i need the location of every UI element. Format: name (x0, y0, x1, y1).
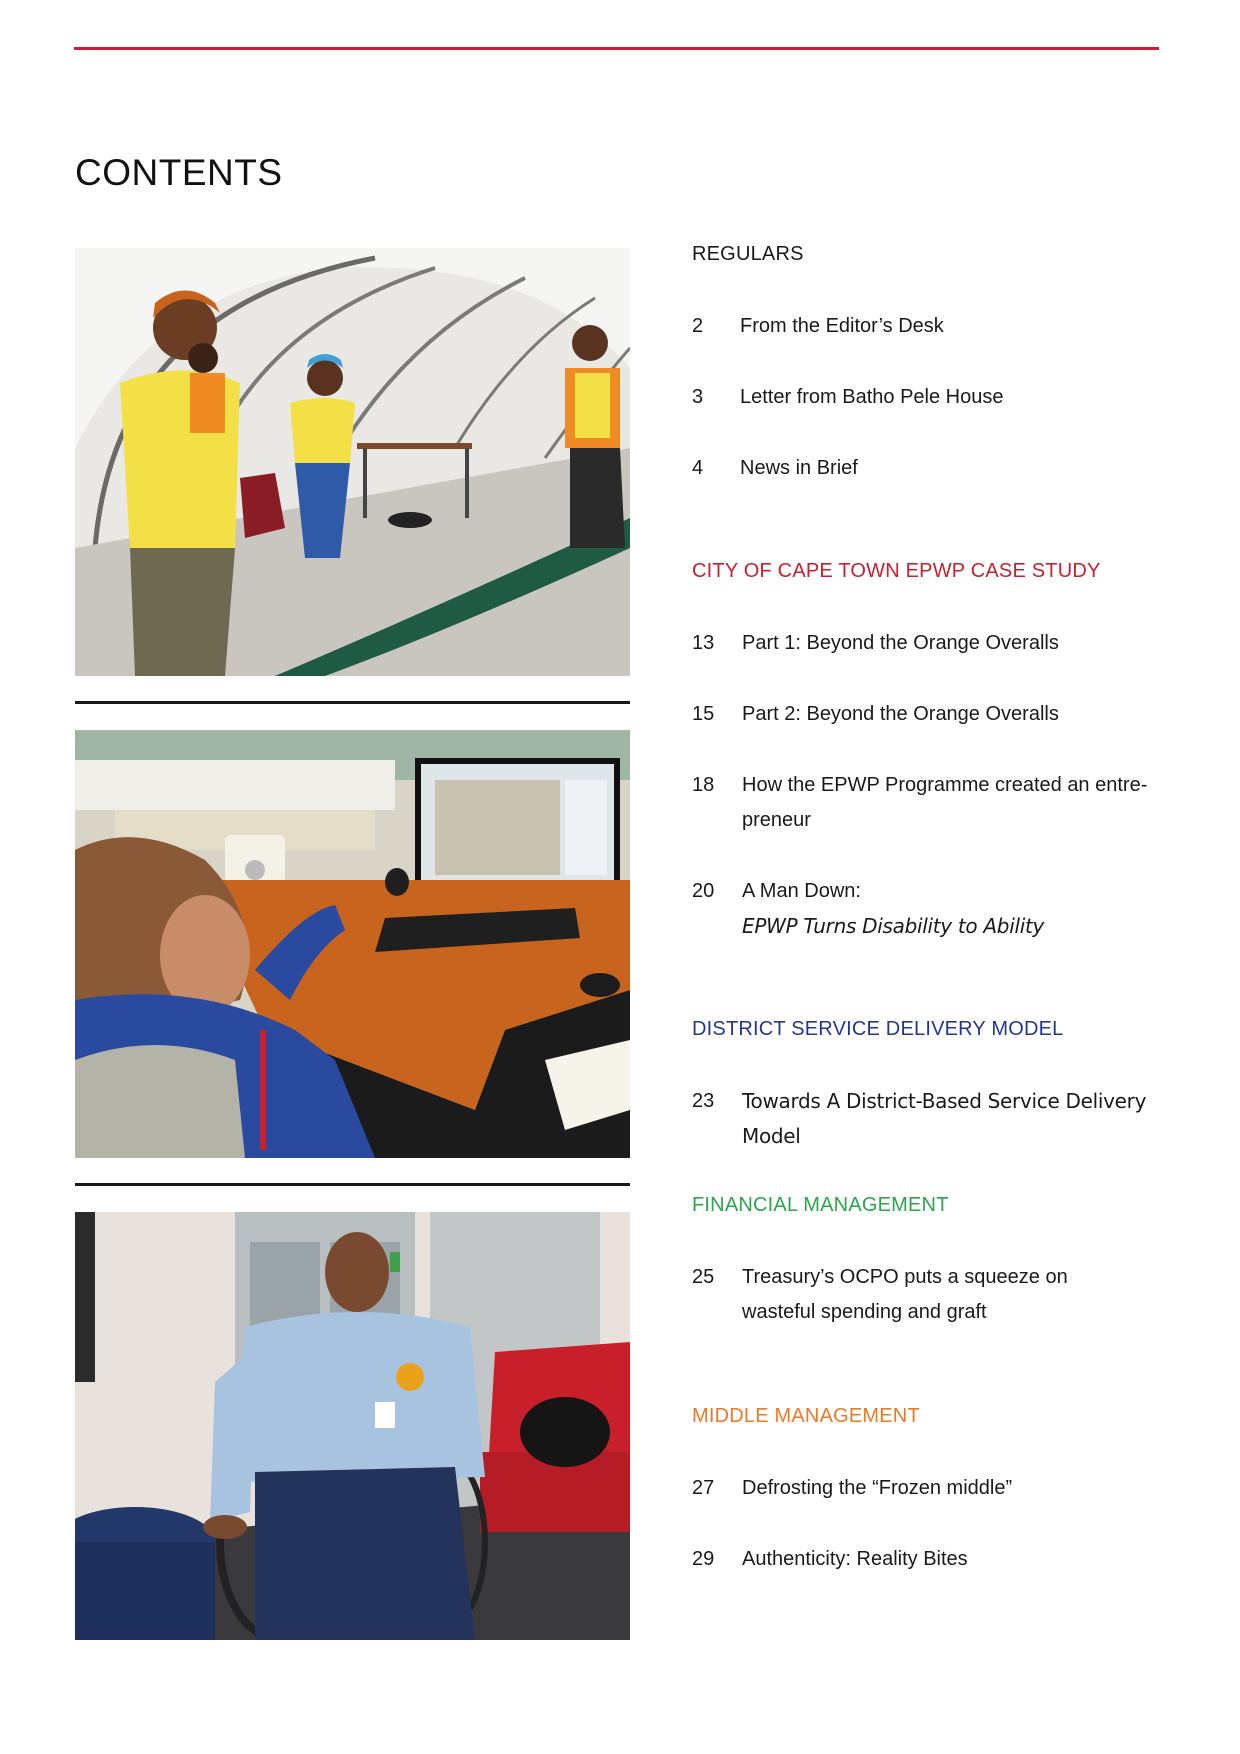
top-rule (74, 47, 1159, 50)
toc-entry-title-line: Treasury’s OCPO puts a squeeze on (742, 1266, 1068, 1288)
toc-entry-title-line: How the EPWP Programme created an entre- (742, 774, 1148, 796)
toc-page-number: 2 (692, 315, 704, 337)
toc-entry-title (742, 768, 1172, 838)
toc-entry-title-line: wasteful spending and graft (742, 1301, 987, 1323)
photo-greenhouse-team (75, 248, 630, 676)
section-heading-cape-town: CITY OF CAPE TOWN EPWP CASE STUDY (692, 560, 1101, 582)
toc-page-number: 20 (692, 880, 715, 902)
toc-entry-title: News in Brief (740, 457, 858, 479)
toc-page-number: 18 (692, 774, 715, 796)
section-heading-middle: MIDDLE MANAGEMENT (692, 1405, 920, 1427)
photo-divider-2 (75, 1183, 630, 1186)
photo-officer-in-wheelchair (75, 1212, 630, 1640)
toc-entry-title: Part 2: Beyond the Orange Overalls (742, 703, 1059, 725)
photo-control-room-operator (75, 730, 630, 1158)
toc-page-number: 25 (692, 1266, 715, 1288)
toc-page-number: 4 (692, 457, 704, 479)
section-heading-district: DISTRICT SERVICE DELIVERY MODEL (692, 1018, 1064, 1040)
page-title: CONTENTS (75, 152, 283, 193)
toc-entry-title (742, 1084, 1172, 1154)
toc-page-number: 29 (692, 1548, 715, 1570)
toc-entry-title: Letter from Batho Pele House (740, 386, 1004, 408)
section-heading-financial: FINANCIAL MANAGEMENT (692, 1194, 949, 1216)
photo-divider-1 (75, 701, 630, 704)
toc-entry-title: Authenticity: Reality Bites (742, 1548, 968, 1570)
toc-entry-title-line: Towards A District-Based Service Delivery (742, 1089, 1147, 1113)
toc-page-number: 13 (692, 632, 715, 654)
toc-entry-title: From the Editor’s Desk (740, 315, 944, 337)
toc-entry-title (742, 1260, 1172, 1330)
toc-page-number: 27 (692, 1477, 715, 1499)
toc-entry-title (742, 874, 1172, 944)
toc-page-number: 15 (692, 703, 715, 725)
toc-entry-title: Defrosting the “Frozen middle” (742, 1477, 1013, 1499)
toc-entry-title-line: preneur (742, 809, 811, 831)
toc-entry-title-line: Model (742, 1124, 801, 1148)
section-heading-regulars: REGULARS (692, 243, 804, 265)
toc-entry-title-line: A Man Down: (742, 880, 861, 902)
toc-page-number: 3 (692, 386, 704, 408)
toc-entry-title: Part 1: Beyond the Orange Overalls (742, 632, 1059, 654)
toc-entry-subtitle: EPWP Turns Disability to Ability (742, 914, 1045, 938)
toc-page-number: 23 (692, 1090, 715, 1112)
